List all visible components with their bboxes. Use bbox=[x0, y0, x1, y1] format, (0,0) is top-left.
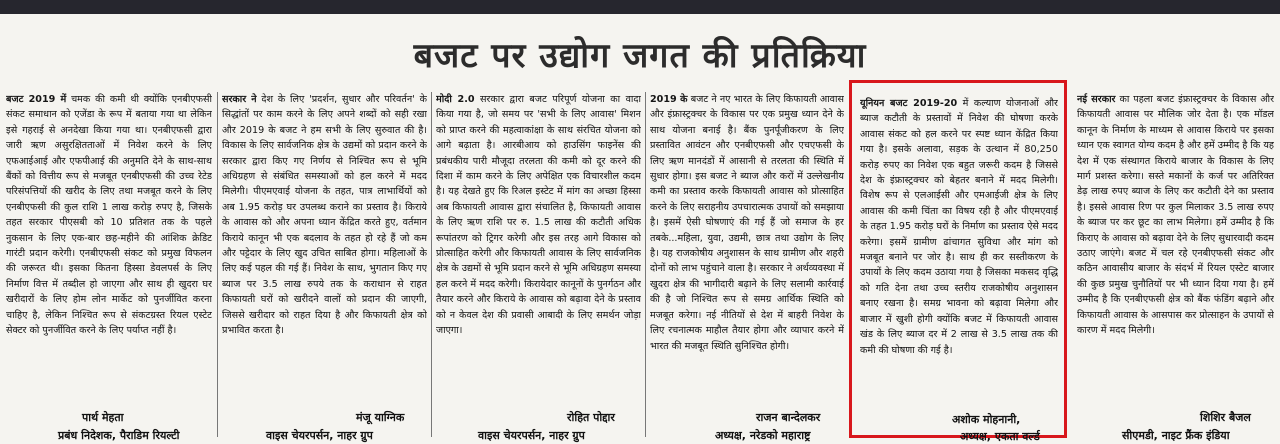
column-5 bbox=[860, 96, 1058, 410]
column-divider bbox=[645, 92, 646, 437]
column-divider bbox=[217, 92, 218, 437]
column-6-signature-title: सीएमडी, नाइट फ्रैंक इंडिया bbox=[1122, 429, 1230, 442]
column-4 bbox=[650, 92, 844, 443]
column-divider bbox=[431, 92, 432, 437]
column-2-body: देश के लिए 'प्रदर्शन, सुधार और परिवर्तन' के सिद्धांतों पर काम करने के लिए अपने शब्दों को सही रखा और 2019 के बजट ने हम सभी के लिए सुरुवात की है। विकास के लिए सार्वजनिक क्षेत्र के उद्यमों को प्रदान करने के सरकार द्वारा किए गए निर्णय से निश्चित रूप से भूमि अधिग्रहण से संबंधित समस्याओं को हल करने में मदद मिलेगी। पीएमएवाई योजना के तहत, पात्र लाभार्थियों को अब 1.95 करोड़ घर उपलब्ध कराने का प्रस्ताव है। किराये के आवास को और अपना ध्यान केंद्रित करते हुए, वर्तमान किराये कानून भी एक बदलाव के तहत हो रहे हैं जो कम और पट्टेदार के लिए खुद उचित साबित होगा। महिलाओं के लिए कई पहल की गई हैं। निवेश के साथ, भुगतान किए गए ब्याज पर 3.5 लाख रुपये तक के कराधान से राहत किफायती घरों को खरीदने वालों को प्रदान की जाएगी, जिससे खरीदार को राहत दिया है और किफायती क्षेत्र को प्रभावित करता है। bbox=[222, 94, 427, 337]
column-5-lead: यूनियन बजट 2019-20 bbox=[860, 98, 958, 109]
column-3-signature-name: रोहित पोद्दार bbox=[567, 411, 615, 424]
column-4-body: बजट ने नए भारत के लिए किफायती आवास और इंफ्रास्ट्रक्चर के विकास पर एक प्रमुख ध्यान देने के साथ योजना बनाई है। बैंक पुनर्पूंजीकरण के लिए प्रस्तावित आवंटन और एनबीएफसी और एचएफसी के लिए ऋण मानदंडों में आसानी से तरलता की स्थिति में सुधार होगा। इस बजट ने ब्याज और करों में उल्लेखनीय कमी का प्रस्ताव करके किफायती आवास को प्रोत्साहित करने के लिए सराहनीय उपचारात्मक उपायों को समझाया है। इसमें ऐसी घोषणाएं की गई हैं जो समाज के हर तबके...महिला, युवा, उद्यमी, छात्र तथा उद्योग के लिए है। यह राजकोषीय अनुशासन के साथ ग्रामीण और शहरी दोनों को लाभ पहुंचाने वाला है। सरकार ने अर्थव्यवस्था में खुदरा क्षेत्र की भागीदारी बढ़ाने के लिए सलामी कार्रवाई की है जो निश्चित रूप से समग्र आर्थिक स्थिति को मजबूत करेगा। नई नीतियों से देश में बाहरी निवेश के लिए रचनात्मक माहौल तैयार होगा और व्यापार करने में भारत की मजबूत स्थिति सुनिश्चित होगी। bbox=[650, 94, 844, 352]
column-1-body: चमक की कमी थी क्योंकि एनबीएफसी संकट समाधान को एजेंडा के रूप में बताया गया था लेकिन इसे गहराई से अनदेखा किया गया था। एनबीएफसी द्वारा जारी ऋण असुरक्षितताओं में निवेश करने के लिए एफआईआई और एफपीआई की अनुमति देने के साथ-साथ बैंकों को वित्तीय रूप से मजबूत एनबीएफसी की उच्च रेटेड परिसंपत्तियों की खरीद के लिए तथा मजबूत करने के लिए एनबीएफसी की कुल राशि 1 लाख करोड़ रुपए है, जिसके तहत सरकार पीएसबी को 10 प्रतिशत तक के पहले नुकसान के लिए एक-बार छह-महीने की आंशिक क्रेडिट गारंटी प्रदान करेगी। एनबीएफसी संकट को प्रमुख विफलन की जरूरत थी। इसका कितना हिस्सा डेवलपर्स के लिए निर्माण वित्त में तब्दील हो जाएगा और साथ ही खुदरा घर खरीदारों के लिए होम लोन मार्केट को पुनर्जीवित करना चाहिए है, लेकिन निश्चित रूप से संकटग्रस्त रियल एस्टेट सेक्टर को पुनर्जीवित करने के लिए पर्याप्त नहीं है। bbox=[6, 94, 212, 337]
column-2-signature-name: मंजू याग्निक bbox=[356, 411, 405, 424]
column-6 bbox=[1077, 92, 1274, 443]
column-1-lead: बजट 2019 में bbox=[6, 94, 67, 105]
headline bbox=[0, 26, 1280, 86]
column-4-lead: 2019 के bbox=[650, 94, 688, 105]
headline-text: बजट पर उद्योग जगत की प्रतिक्रिया bbox=[413, 36, 867, 76]
column-1 bbox=[6, 92, 212, 443]
column-1-signature-title: प्रबंध निदेशक, पैराडिम रियल्टी bbox=[58, 429, 180, 442]
column-2 bbox=[222, 92, 427, 443]
column-2-signature-title: वाइस चेयरपर्सन, नाहर ग्रुप bbox=[266, 429, 373, 442]
column-4-signature-title: अध्यक्ष, नरेडको महाराष्ट्र bbox=[715, 429, 811, 442]
column-5-signature-name: अशोक मोहनानी, bbox=[952, 413, 1021, 426]
column-1-signature-name: पार्थ मेहता bbox=[82, 411, 124, 424]
column-3-body: सरकार द्वारा बजट परिपूर्ण योजना का वादा किया गया है, जो समय पर 'सभी के लिए आवास' मिशन को प्राप्त करने की महत्वाकांक्षा के साथ संरचित योजना को आगे बढ़ाता है। आरबीआय को हाउसिंग फाइनेंस की प्रबंधकीय पारी मौजूदा तरलता की कमी को दूर करने की दिशा में काम करने के लिए अपेक्षित एक विचारशील कदम है। यह देखते हुए कि रिअल इस्टेट में मांग का अच्छा हिस्सा अब किफायती आवास द्वारा संचालित है, किफायती आवास के लिए ऋण राशि पर रु. 1.5 लाख की कटौती अधिक रूपांतरण को ट्रिगर करेगी और इस तरह आगे विकास को प्रोत्साहित करेगी और किफायती आवास के लिए सार्वजनिक क्षेत्र के उद्यमों से भूमि प्रदान करने से भूमि अधिग्रहण समस्या हल करने में मदद करेगी। किरायेदार कानूनों के पुनर्गठन और तैयार करने और किराये के आवास को बढ़ावा देने के प्रस्ताव को न केवल देश की प्रवासी आबादी के लिए समर्थन जोड़ा जाएगा। bbox=[436, 94, 641, 337]
column-3-lead: मोदी 2.0 bbox=[436, 94, 475, 105]
column-6-lead: नई सरकार bbox=[1077, 94, 1116, 105]
column-5-body: में कल्याण योजनाओं और ब्याज कटौती के प्रस्तावों में निवेश की घोषणा करके आवास संकट को हल करने पर स्पष्ट ध्यान केंद्रित किया गया है। इसके अलावा, सड़क के उत्थान में 80,250 करोड़ रुपए का निवेश एक बहुत जरूरी कदम है जिससे देश के इंफ्रास्ट्रक्चर को बेहतर बनाने में मदद मिलेगी। विशेष रूप से एलआईसी और एमआईजी क्षेत्र के लिए आवास की कमी चिंता का विषय रही है और पीएमएवाई के तहत 1.95 करोड़ घरों के निर्माण का प्रस्ताव ऐसे मदद करेगा। इसमें ग्रामीण ढांचागत सुविधा और मांग को मजबूत बनाने पर जोर है। साथ ही कर सस्तीकरण के उपायों के लिए कदम उठाया गया है जिसका मकसद वृद्धि को गति देना तथा उच्च स्तरीय राजकोषीय अनुशासन बनाए रखना है। समग्र भावना को बढ़ावा मिलेगा और बाजार में खुशी होगी क्योंकि बजट में किफायती आवास खंड के लिए ब्याज दर में 2 लाख से 3.5 लाख तक की कमी की घोषणा की गई है। bbox=[860, 98, 1058, 356]
column-5-signature-title: अध्यक्ष, एकता वर्ल्ड bbox=[960, 430, 1040, 443]
column-6-signature-name: शिशिर बैजल bbox=[1200, 411, 1251, 424]
column-4-signature-name: राजन बान्देलकर bbox=[756, 411, 821, 424]
column-6-body: का पहला बजट इंफ्रास्ट्रक्चर के विकास और किफायती आवास पर मौलिक जोर देता है। एक मॉडल कानून के निर्माण के माध्यम से आवास किराये पर इसका ध्यान एक स्वागत योग्य कदम है और हमें उम्मीद है कि यह देश में एक संस्थागत किराये बाजार के विकास के लिए मार्ग प्रशस्त करेगा। सस्ते मकानों के कर्ज पर अतिरिक्त डेढ़ लाख रुपए ब्याज के लिए कर कटौती देने का प्रस्ताव है। इससे आवास रिण पर कुल मिलाकर 3.5 लाख रुपए के ब्याज पर कर छूट का लाभ मिलेगा। हमें उम्मीद है कि किराए के आवास को बढ़ावा देने के लिए सुधारवादी कदम उठाए जाएंगे। बजट में चल रहे एनबीएफसी संकट और कठिन आवासीय बाजार के संदर्भ में रियल एस्टेट बाजार की कुछ प्रमुख चुनौतियों पर भी ध्यान दिया गया है। हमें उम्मीद है कि एनबीएफसी क्षेत्र को बैंक फंडिंग बढ़ाने और किफायती आवास के आसपास कर प्रोत्साहन के उपायों से कारण में मदद मिलेगी। bbox=[1077, 94, 1274, 337]
top-bar bbox=[0, 0, 1280, 14]
column-3-signature-title: वाइस चेयरपर्सन, नाहर ग्रुप bbox=[478, 429, 585, 442]
column-2-lead: सरकार ने bbox=[222, 94, 257, 105]
column-3 bbox=[436, 92, 641, 443]
